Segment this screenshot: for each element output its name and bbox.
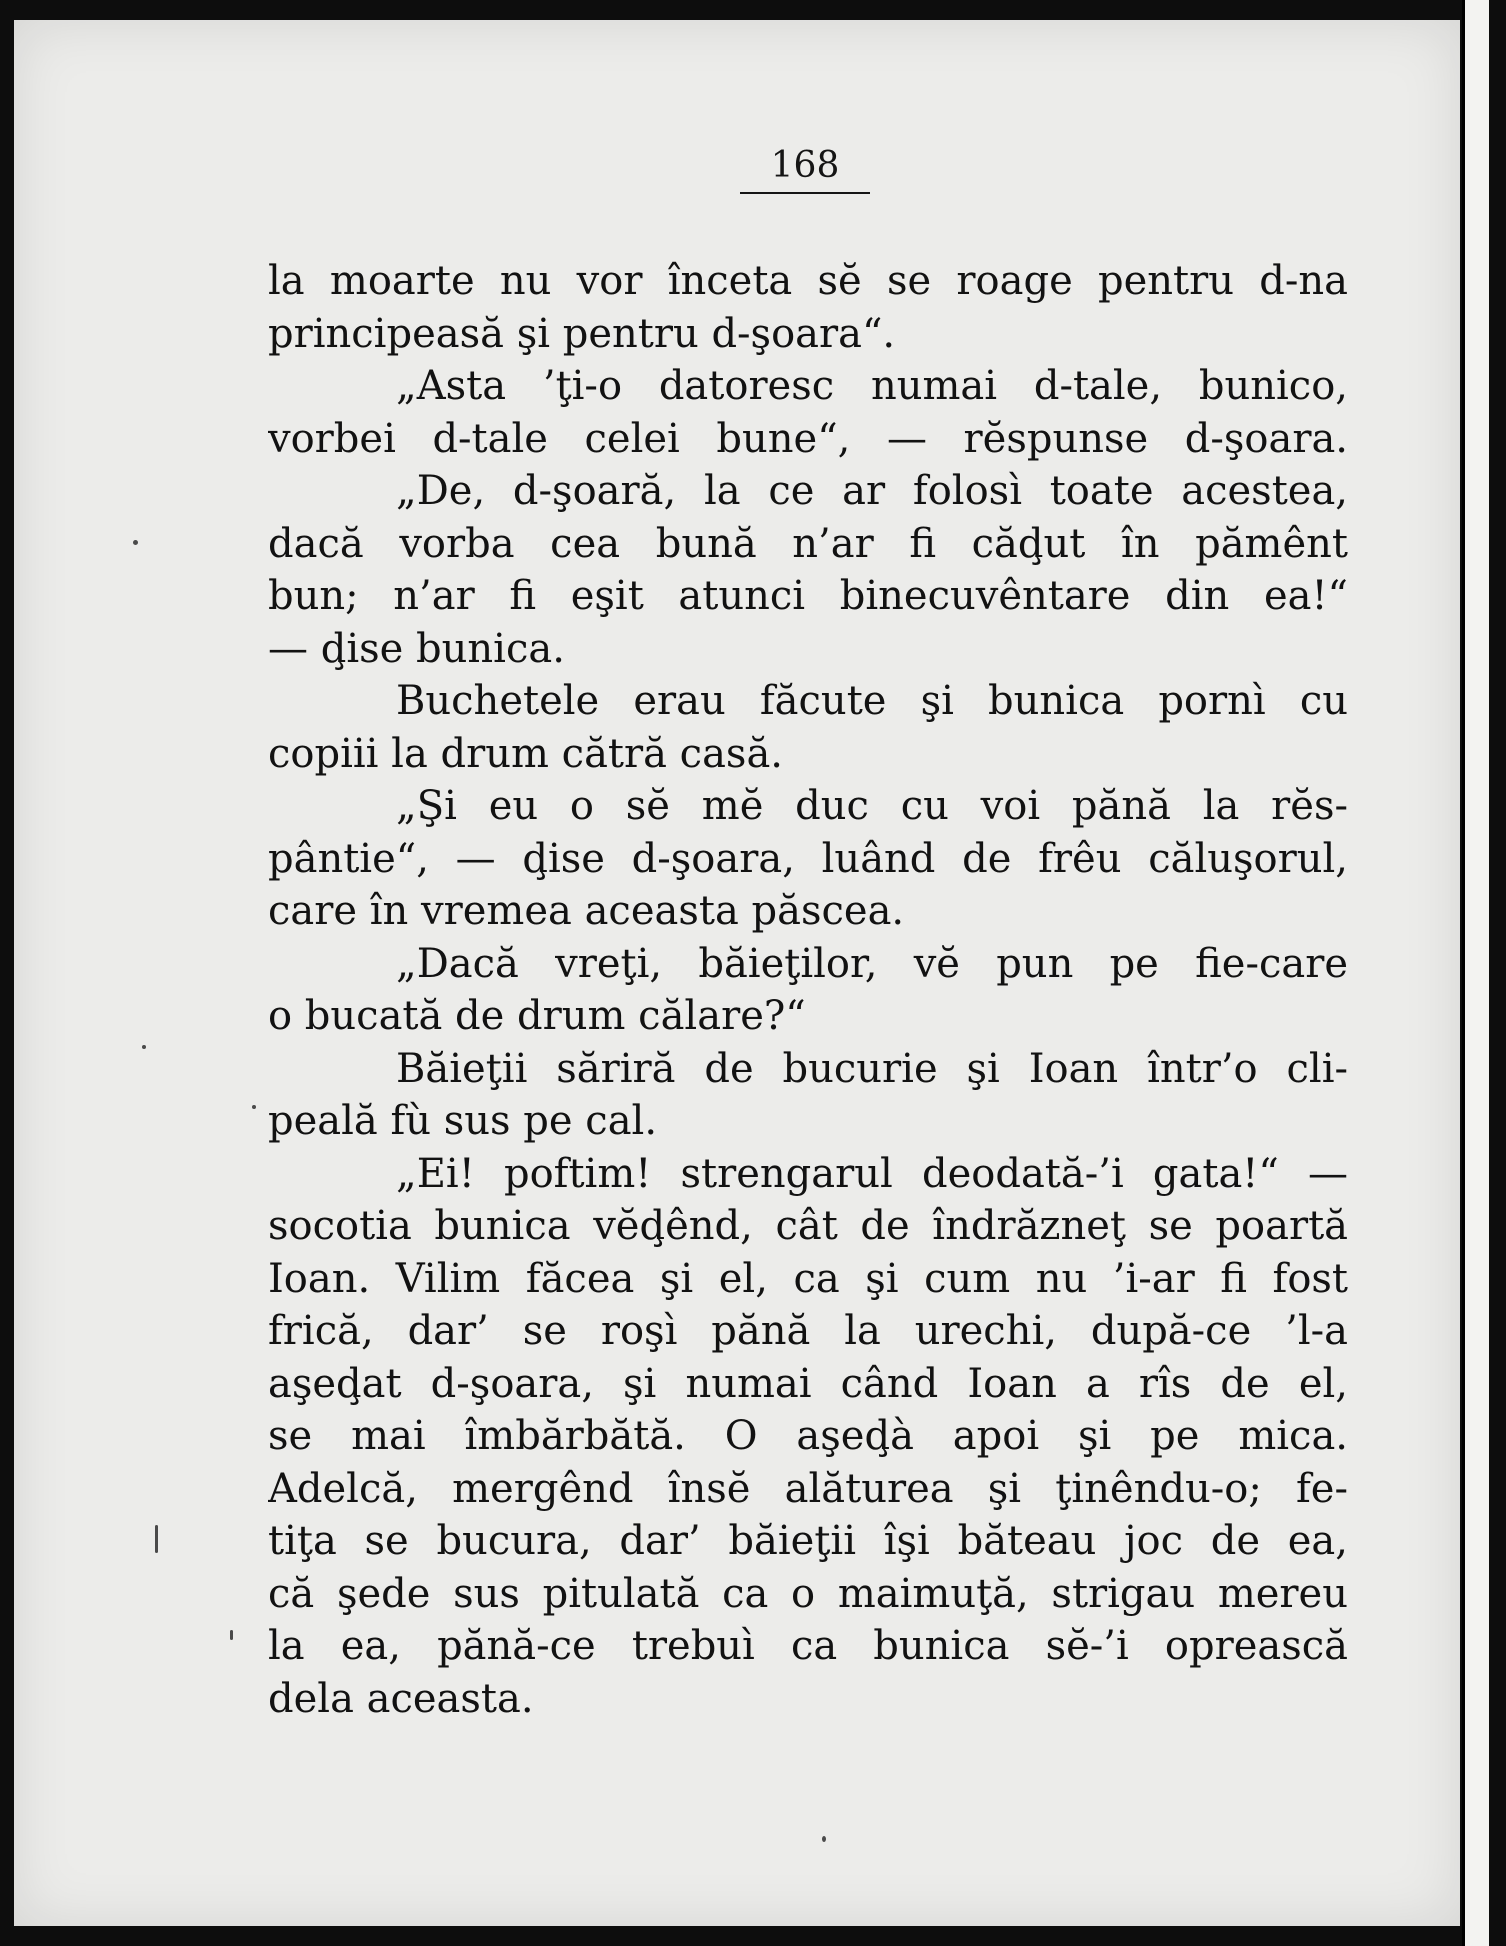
text-line: o bucată de drum călare?“	[268, 993, 806, 1039]
print-speck	[155, 1525, 158, 1553]
text-line: copiii la drum cătră casă.	[268, 730, 784, 777]
text-line: la ea, pănă-ce trebuì ca bunica sĕ-’i oprească	[268, 1623, 1348, 1669]
text-line: dela aceasta.	[268, 1675, 534, 1722]
text-line: frică, dar’ se roşì pănă la urechi, după-ce ’l-a	[268, 1308, 1348, 1354]
print-speck	[252, 1105, 256, 1109]
text-line: tiţa se bucura, dar’ băieţii îşi băteau joc de ea,	[268, 1518, 1348, 1564]
page-binding-edge	[1462, 0, 1489, 1946]
text-line: la moarte nu vor înceta sĕ se roage pentru d-na	[268, 258, 1348, 304]
text-line: — ḑise bunica.	[268, 625, 565, 672]
text-line: „Asta ’ţi-o datoresc numai d-tale, bunico,	[396, 363, 1348, 409]
text-line: principeasă şi pentru d-şoara“.	[268, 310, 896, 357]
text-line: bun; n’ar fi eşit atunci binecuvêntare din ea!“	[268, 573, 1348, 619]
text-line: că şede sus pitulată ca o maimuţă, strigau mereu	[268, 1570, 1348, 1617]
body-text	[268, 255, 1348, 1725]
text-line: dacă vorba cea bună n’ar fi căḑut în pămênt	[268, 520, 1348, 567]
text-line: „Ei! poftim! strengarul deodată-’i gata!“ —	[396, 1150, 1348, 1197]
print-speck	[822, 1836, 826, 1842]
text-line: Ioan. Vilim făcea şi el, ca şi cum nu ’i-ar fi fost	[268, 1255, 1348, 1302]
text-line: Băieţii săriră de bucurie şi Ioan într’o cli-	[396, 1045, 1348, 1092]
print-speck	[230, 1630, 233, 1640]
text-line: aşeḑat d-şoara, şi numai când Ioan a rîs de el,	[268, 1360, 1348, 1407]
text-line: „Şi eu o sĕ mĕ duc cu voi pănă la rĕs-	[396, 783, 1348, 829]
page-number: 168	[740, 145, 870, 194]
text-line: vorbei d-tale celei bune“, — rĕspunse d-şoara.	[268, 415, 1348, 462]
text-line: se mai îmbărbătă. O aşeḑà apoi şi pe mica.	[268, 1413, 1348, 1459]
text-line: socotia bunica vĕḑênd, cât de îndrăzneţ se poartă	[268, 1203, 1348, 1249]
text-line: „De, d-şoară, la ce ar folosì toate acestea,	[396, 468, 1348, 514]
text-line: care în vremea aceasta păscea.	[268, 888, 905, 934]
text-line: Buchetele erau făcute şi bunica pornì cu	[396, 678, 1348, 724]
text-line: Adelcă, mergênd însĕ alăturea şi ţinêndu-o; fe-	[268, 1465, 1348, 1512]
text-line: „Dacă vreţi, băieţilor, vĕ pun pe fie-care	[396, 940, 1348, 987]
text-line: peală fù sus pe cal.	[268, 1098, 658, 1144]
print-speck	[133, 540, 138, 545]
print-speck	[142, 1045, 146, 1049]
text-line: pântie“, — ḑise d-şoara, luând de frêu căluşorul,	[268, 835, 1348, 882]
